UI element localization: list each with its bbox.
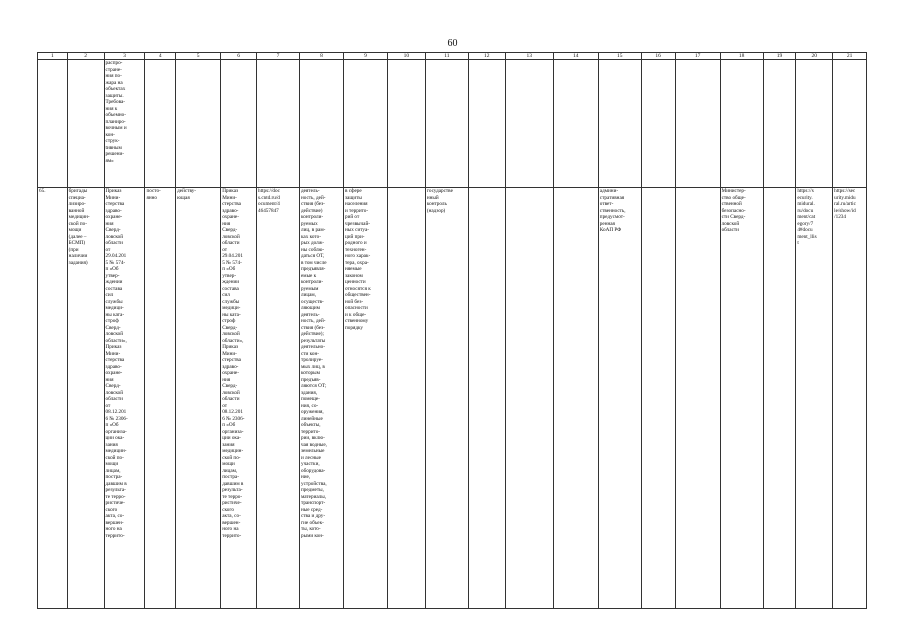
column-number: 18 (720, 53, 763, 60)
table-cell (38, 60, 68, 188)
document-link-cell[interactable]: https://doc s.cntd.ru/d ocument/4 46457847 (257, 188, 300, 609)
table-cell (343, 60, 387, 188)
table-cell (145, 60, 176, 188)
table-cell: государстве нный контроль (надзор) (425, 188, 468, 609)
table-cell (598, 60, 641, 188)
table-cell: бригады специа- лизиро- ванной медицин- ской по- мощи (далее – БСМП) (при наличии задания) (67, 188, 104, 609)
row-number-cell: 65. (38, 188, 68, 609)
table-cell (387, 188, 425, 609)
column-number: 4 (145, 53, 176, 60)
table-cell (468, 188, 505, 609)
column-number: 19 (763, 53, 796, 60)
table-cell (763, 188, 796, 609)
table-cell (720, 60, 763, 188)
column-number: 17 (675, 53, 720, 60)
document-link-cell[interactable]: https://sec urity.midu ral.ru/artic le/show/id /1234 (833, 188, 867, 609)
table-cell (257, 60, 300, 188)
table-cell: распро- стране- ния по- жара на объектах защиты. Требова- ния к объемно- планиро- вочным и кон- струк- tивным решени- ям» (104, 60, 145, 188)
table-cell (553, 188, 598, 609)
column-number: 7 (257, 53, 300, 60)
column-number: 20 (796, 53, 833, 60)
table-cell (176, 60, 221, 188)
document-link-cell[interactable]: https://s ecurity. midural. ru/docu ment/cat egory/7 4#docu ment_llis t (796, 188, 833, 609)
column-number: 15 (598, 53, 641, 60)
table-cell (67, 60, 104, 188)
column-number: 10 (387, 53, 425, 60)
table-cell: Министер- ство обще- ственной безопасно- сти Сверд- ловской области (720, 188, 763, 609)
page-number: 60 (447, 38, 458, 49)
column-number-row (38, 53, 867, 60)
table-cell: посто- янно (145, 188, 176, 609)
table-cell: деятель- ность, дей- ствия (без- действие) контроли- руемых лиц, в рам- ках кото- рых долж- ны соблю- даться ОТ, в том числе предъявля- емые к контроли- руемым лицам, осуществ- ляющим деятель- ность, дей- ствия (без- действие); результаты деятельно- сти кон- тролируе- мых лиц, в которым предъяв- ляются ОТ; здания, помеще- ния, со- оружения, линейные объекты, террито- рии, вклю- чая водные, земельные и лесные участки, оборудова- ние, устройства, предметы, материалы, транспорт- ные сред- ства и дру- гие объек- ты, кото- рыми кон- (299, 188, 343, 609)
column-number: 2 (67, 53, 104, 60)
column-number: 13 (505, 53, 553, 60)
column-number: 14 (553, 53, 598, 60)
column-number: 5 (176, 53, 221, 60)
table-cell (641, 188, 675, 609)
column-number: 9 (343, 53, 387, 60)
table-row (38, 60, 867, 188)
column-number: 12 (468, 53, 505, 60)
table-cell: Приказ Мини- стерства здраво- охране- ния Сверд- ловской области от 29.04.201 5 № 574- п «Об утвер- ждении состава сил службы медици- ны ката- строф Сверд- ловской области», Приказ Мини- стерства здраво- охране- ния Сверд- ловской области от 08.12.201 6 № 2306- п «Об организа- ции ока- зания медицин- ской по- мощи лицам, постра- давшим в результа- те терро- ристиче- ского акта, со- вершен- ного на террито- (104, 188, 145, 609)
column-number: 21 (833, 53, 867, 60)
table-cell: в сфере защиты населения и террито- рий от чрезвычай- ных ситуа- ций при- родного и техноген- ного харак- тера, охра- няемые законом ценности относятся к обществен- ной без- опасности и к обще- ственному порядку (343, 188, 387, 609)
table-cell (299, 60, 343, 188)
column-number: 1 (38, 53, 68, 60)
table-cell (641, 60, 675, 188)
table-cell (221, 60, 257, 188)
table-cell (675, 60, 720, 188)
column-number: 8 (299, 53, 343, 60)
column-number: 6 (221, 53, 257, 60)
column-number: 3 (104, 53, 145, 60)
table-cell (387, 60, 425, 188)
table-cell (425, 60, 468, 188)
table-cell: Приказ Мини- стерства здраво- охране- ния Сверд- ловской области от 29.04.201 5 № 574- п «Об утвер- ждении состава сил службы медици- ны ката- строф Сверд- ловской области», Приказ Мини- стерства здраво- охране- ния Сверд- ловской области от 08.12.201 6 № 2306- п «Об организа- ции ока- зания медицин- ской по- мощи лицам, постра- давшим в результа- те терро- ристиче- ского акта, со- вершен- ного на террито- (221, 188, 257, 609)
column-number: 11 (425, 53, 468, 60)
table-cell (675, 188, 720, 609)
table-cell: действу- ющая (176, 188, 221, 609)
regulation-table (37, 52, 867, 609)
table-row (38, 188, 867, 609)
table-cell (468, 60, 505, 188)
table-cell (833, 60, 867, 188)
table-cell (553, 60, 598, 188)
table-cell (763, 60, 796, 188)
table-cell (796, 60, 833, 188)
table-cell (505, 60, 553, 188)
column-number: 16 (641, 53, 675, 60)
table-cell (505, 188, 553, 609)
table-cell: админи- стративная ответ- ственность, предусмот- ренная КоАП РФ (598, 188, 641, 609)
